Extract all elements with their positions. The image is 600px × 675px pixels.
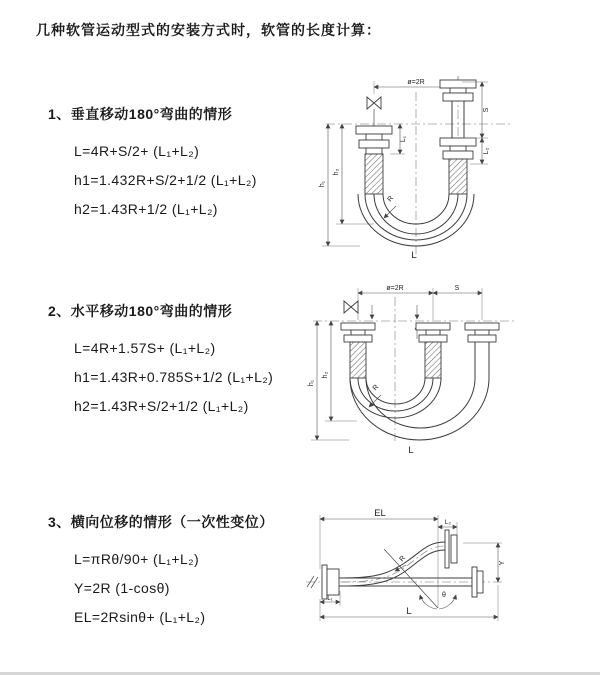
formula-h2: h2=1.43R+1/2 (L₁+L₂) [74,201,218,217]
section-3-formulas [74,545,274,632]
valve-icon [344,301,358,313]
braided-hose-section [449,159,467,194]
dim-label-l: L [406,606,412,617]
section-1 [48,104,257,224]
dim-label-l2: L₂ [444,519,452,526]
centerlines [313,297,515,441]
dim-label-l2: L₂ [483,147,490,155]
page-title: 几种软管运动型式的安装方式时，软管的长度计算： [36,22,381,38]
dim-width-s [358,285,482,320]
middle-hose-fitting [416,323,450,378]
section-2-formulas [74,334,273,421]
centerlines [326,76,510,258]
dim-label-h1: h₁ [308,379,315,387]
left-flange [322,565,339,599]
formula-l: L=πRθ/90+ (L₁+L₂) [74,551,200,567]
dim-label-h2: h₂ [333,168,340,176]
dim-label-theta: θ [442,592,446,599]
diagram-horizontal-bend [305,283,598,463]
braided-hose-section [365,154,383,194]
dim-label-y: Y [499,560,506,566]
diagram-lateral-displacement [298,505,598,657]
left-hose-fitting [341,323,375,378]
section-1-formulas [74,137,257,224]
radius-callout [369,384,381,407]
braided-hose-section [425,342,441,378]
dim-label-width: ø=2R [407,79,425,86]
dim-label-s: S [483,107,490,113]
left-hose-fitting [356,126,392,194]
right-pipe-fittings [440,80,476,194]
dim-l1 [390,124,407,154]
dim-label-s: S [454,285,460,292]
dim-label-l1: L₁ [327,596,333,602]
dim-l [320,606,498,617]
section-1-heading: 1、垂直移动180°弯曲的情形 [48,106,233,122]
dim-label-h2: h₂ [322,371,329,379]
formula-h2: h2=1.43R+S/2+1/2 (L₁+L₂) [74,398,249,414]
formula-l: L=4R+1.57S+ (L₁+L₂) [74,340,216,356]
formula-h1: h1=1.43R+0.785S+1/2 (L₁+L₂) [74,369,274,385]
dim-label-r: R [398,554,408,564]
dim-label-width: ø=2R [386,285,404,292]
formula-h1: h1=1.432R+S/2+1/2 (L₁+L₂) [74,172,257,188]
right-hose-fitting [465,323,499,378]
valve-icon [367,97,381,126]
displaced-hose-s-curve [342,542,445,586]
dim-label-el: EL [374,508,386,519]
section-2 [48,301,273,421]
dim-label-r: R [371,383,381,393]
braided-hose-section [350,342,366,378]
dim-label-h1: h₁ [319,180,326,188]
dim-label-r: R [386,194,396,204]
diagram-vertical-bend [312,72,598,264]
dim-label-l1: L₁ [400,135,407,143]
formula-y: Y=2R (1-cosθ) [74,580,170,596]
formula-l: L=4R+S/2+ (L₁+L₂) [74,143,200,159]
formula-el: EL=2Rsinθ+ (L₁+L₂) [74,609,206,625]
dim-label-l: L [411,250,417,261]
section-2-heading: 2、水平移动180°弯曲的情形 [48,303,233,319]
dim-label-l: L [408,445,414,456]
displaced-flange [445,530,457,568]
section-3-heading: 3、横向位移的情形（一次性变位） [48,514,274,530]
guide-arrows [372,305,417,339]
section-3 [48,512,274,632]
